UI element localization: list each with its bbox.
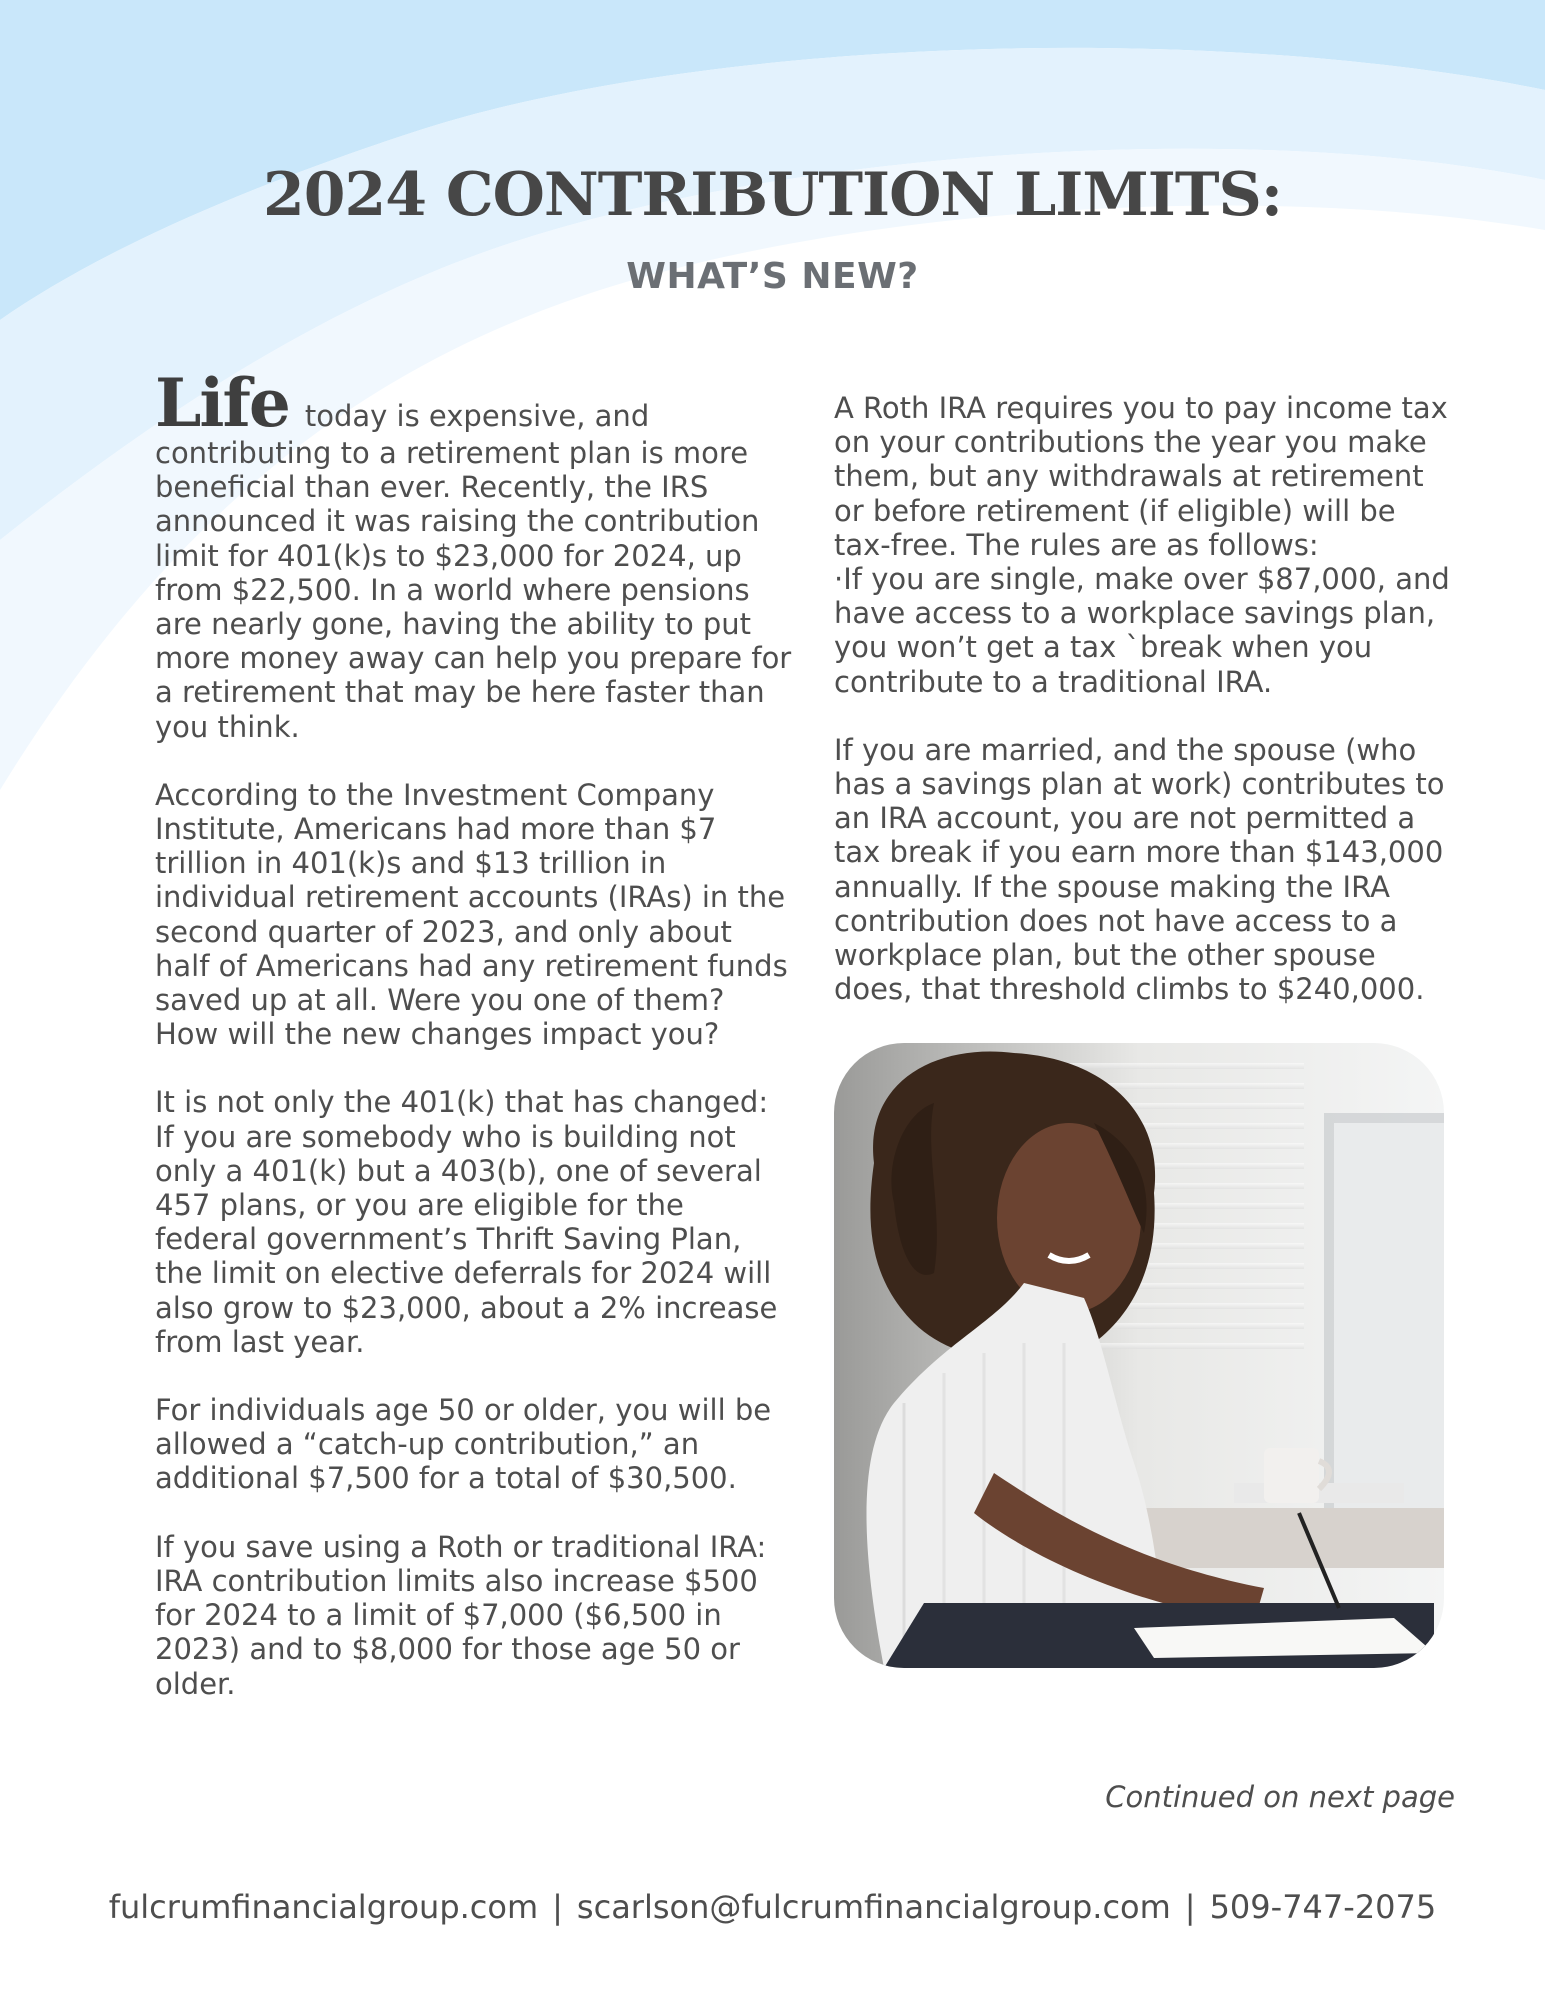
dropcap-word: Life: [155, 364, 289, 442]
email-link[interactable]: scarlson@fulcrumfinancialgroup.com: [576, 1888, 1171, 1926]
woman-writing-photo: [834, 1043, 1444, 1668]
ira-paragraph: If you save using a Roth or traditional IRA: IRA contribution limits also increase $500 for 2024 to a limit of $7,000 ($6,500 in 2023) and to $8,000 for those age 50 or older.: [155, 1529, 767, 1701]
page-title: 2024 CONTRIBUTION LIMITS:: [263, 160, 1282, 230]
website-link[interactable]: fulcrumfinancialgroup.com: [108, 1888, 539, 1926]
footer-contact: [0, 1888, 1545, 1926]
catch-up-paragraph: For individuals age 50 or older, you will be allowed a “catch-up contribution,” an additional $7,500 for a total of $30,500.: [155, 1393, 772, 1496]
401k-paragraph: It is not only the 401(k) that has changed: If you are somebody who is building not only a 401(k) but a 403(b), one of several 457 plans, or you are eligible for the federal government’s Thrift Saving Plan, the limit on elective deferrals for 2024 will also grow to $23,000, about a 2% increase from last year.: [155, 1085, 778, 1359]
photo-illustration: [834, 1043, 1444, 1668]
intro-text: today is expensive, and contributing to a retirement plan is more beneficial than ever. Recently, the IRS announced it was raising the contribution limit for 401(k)s to $23,000 for 2024, up from $22,500. In a world where pensions are nearly gone, having the ability to put more money away can help you prepare for a retirement that may be here faster than you think.: [155, 399, 792, 744]
title-block: [0, 160, 1545, 298]
roth-paragraph: [834, 391, 1454, 699]
intro-paragraph: [155, 364, 795, 744]
ici-paragraph: According to the Investment Company Institute, Americans had more than $7 trillion in 401(k)s and $13 trillion in individual retirement accounts (IRAs) in the second quarter of 2023, and only about half of Americans had any retirement funds saved up at all. Were you one of them? How will the new changes impact you?: [155, 777, 788, 1052]
left-column: [155, 364, 795, 1735]
married-paragraph: If you are married, and the spouse (who has a savings plan at work) contributes to an IRA account, you are not permitted a tax break if you earn more than $143,000 annually. If the spouse making the IRA contribution does not have access to a workplace plan, but the other spouse does, that threshold climbs to $240,000.: [834, 732, 1445, 1007]
footer-separator: |: [552, 1888, 563, 1926]
roth-rules-text: A Roth IRA requires you to pay income tax on your contributions the year you make them, but any withdrawals at retirement or before retirement (if eligible) will be tax-free. The rules are as follows:: [834, 391, 1448, 562]
page-subtitle: WHAT’S NEW?: [626, 256, 919, 297]
continued-note: Continued on next page: [1105, 1780, 1455, 1814]
phone-number[interactable]: 509-747-2075: [1209, 1888, 1437, 1926]
footer-separator: |: [1184, 1888, 1196, 1926]
right-column: [834, 391, 1454, 1040]
roth-rule-bullet: ·If you are single, make over $87,000, and have access to a workplace savings plan, you won’t get a tax `break when you contribute to a traditional IRA.: [834, 562, 1450, 699]
